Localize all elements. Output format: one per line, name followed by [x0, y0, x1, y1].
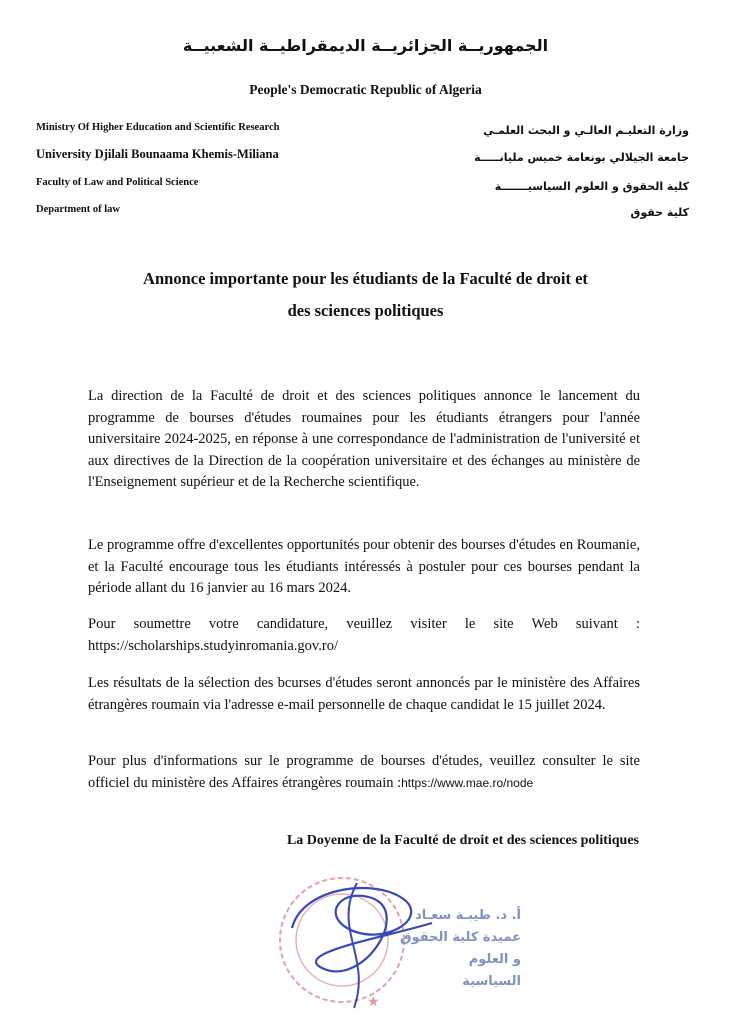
faculty-name: Faculty of Law and Political Science — [36, 177, 199, 188]
application-text: Pour soumettre votre candidature, veuillez visiter le site Web suivant : — [88, 616, 640, 632]
dean-name: أ. د. طيبـة سعـاد — [415, 908, 521, 923]
stamp-outer-ring — [280, 878, 404, 1002]
announcement-title — [80, 263, 651, 327]
university-name: University Djilali Bounaama Khemis-Miliana — [36, 147, 279, 161]
dean-stamp-text — [391, 905, 521, 993]
stamp-star-icon: ★ — [367, 995, 380, 1010]
ministry-name-arabic: وزارة التعليـم العالـي و البحث العلمـي — [483, 124, 689, 137]
announcement-title-line1: Annonce importante pour les étudiants de la Faculté de droit et — [143, 269, 588, 288]
department-name-arabic: كلية حقوق — [630, 206, 689, 219]
dean-position-2: السياسية — [462, 974, 521, 989]
more-info-text: Pour plus d'informations sur le programme de bourses d'études, veuillez consulter le site officiel du ministère des Affaires étrangères roumain : — [88, 753, 640, 791]
arabic-state-title: الجمهوريــة الجزائريــة الديمقراطيــة الشعبيــة — [182, 36, 549, 55]
dean-title: La Doyenne de la Faculté de droit et des sciences politiques — [286, 833, 639, 848]
ministry-name: Ministry Of Higher Education and Scientific Research — [36, 122, 280, 133]
mae-link[interactable]: https://www.mae.ro/node — [401, 775, 534, 790]
english-state-title: People's Democratic Republic of Algeria — [249, 82, 482, 97]
paragraph-results: Les résultats de la sélection des bcurses d'études seront annoncés par le ministère des Affaires étrangères roumain via l'adresse e-mail personnelle de chaque candidat le 15 juillet 2024. — [88, 675, 640, 713]
university-name-arabic: جامعة الجيلالي بونعامة خميس مليانـــــة — [474, 151, 689, 164]
department-name: Department of law — [36, 204, 120, 215]
paragraph-more-info — [88, 751, 640, 794]
paragraph-program: Le programme offre d'excellentes opportunités pour obtenir des bourses d'études en Roumanie, et la Faculté encourage tous les étudiants intéressés à postuler pour ces bourses pendant la période allant du 16 janvier au 16 mars 2024. — [88, 537, 640, 596]
application-link[interactable]: https://scholarships.studyinromania.gov.ro/ — [88, 637, 338, 654]
paragraph-intro: La direction de la Faculté de droit et des sciences politiques annonce le lancement du programme de bourses d'études roumaines pour les étudiants étrangers pour l'année universitaire 2024-2025, en réponse à une correspondance de l'administration de l'université et aux directives de la Direction de la coopération universitaire et des échanges au ministère de l'Enseignement supérieur et de la Recherche scientifique. — [88, 388, 640, 490]
dean-position: عميدة كلية الحقوق و العلوم — [399, 930, 521, 967]
announcement-title-line2: des sciences politiques — [287, 301, 444, 320]
stamp-inner-ring — [296, 894, 388, 986]
faculty-name-arabic: كلية الحقوق و العلوم السياسيـــــــة — [494, 180, 689, 193]
paragraph-application — [88, 614, 640, 657]
